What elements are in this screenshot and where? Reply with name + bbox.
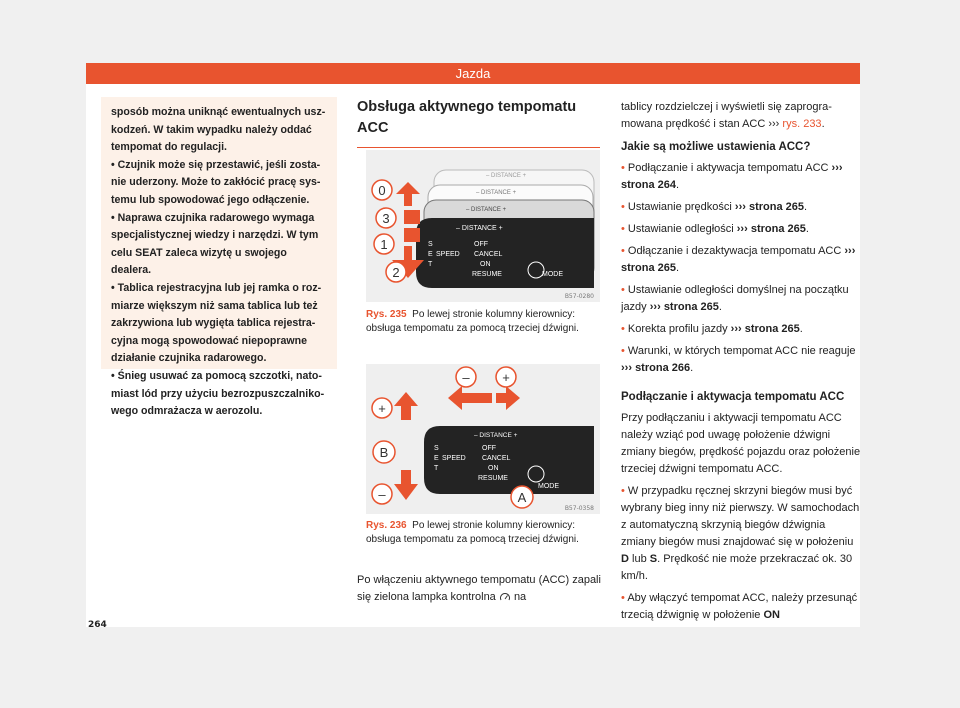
subheading: Podłączanie i aktywacja tempomatu ACC [621,391,845,403]
page-number: 264 [88,620,107,630]
lever-on-label: ON [488,465,499,472]
lever-t-label: T [428,261,433,268]
page-link[interactable]: strona 265 [621,262,677,274]
right-column [621,99,861,629]
list-item: • Odłączanie i dezaktywacja tempomatu ACC ››› strona 265. [621,245,856,274]
arrow-step-icon [404,210,420,224]
list-item: • W przypadku ręcznej skrzyni biegów musi być wybrany bieg inny niż pierwszy. W samochodach z automatyczną skrzynią biegów dźwignia zmiany biegów musi znajdować się w położeniu D lub S. Prędkość nie może przekraczać ok. 30 km/h. [621,485,860,582]
marker-1-label: 1 [380,237,388,252]
figure-caption [366,308,600,336]
warning-bullet: • Tablica rejestracyjna lub jej ramka o rozmiarze większym niż sama tablica lub też zakrzywiona lub wygięta tablica rejestracyjna mogą spowodować niepoprawne działanie czujnika radarowego. [111,281,322,365]
lever-distance-label: – DISTANCE + [456,225,503,232]
page-link[interactable]: strona 265 [748,201,805,213]
arrow-up-icon [394,392,418,420]
lever-s-label: S [428,241,433,248]
lever-off-label: OFF [482,445,496,452]
lever-mode-label: MODE [538,483,559,490]
fig-link[interactable]: rys. 233 [782,118,822,130]
arrow-down-icon [394,470,418,500]
marker-2-label: 2 [392,265,400,280]
list-item: • Ustawianie odległości domyślnej na początku jazdy ››› strona 265. [621,284,849,313]
warning-box [101,97,337,418]
page-header: Jazda [86,63,860,84]
paragraph-text: Po włączeniu aktywnego tempomatu (ACC) zapali się zielona lampka kontrolna [357,574,601,603]
figure-caption-text: Po lewej stronie kolumny kierownicy: obsługa tempomatu za pomocą trzeciej dźwigni. [366,520,579,545]
marker-plus-top-label: + [502,370,510,385]
marker-minus-top-label: – [462,370,470,385]
lever-cancel-label: CANCEL [482,455,511,462]
marker-plus-left-label: + [378,401,386,416]
list-item: • Podłączanie i aktywacja tempomatu ACC ››› strona 264. [621,162,843,191]
lever-off-label: OFF [474,241,488,248]
lever-e-label: E [434,455,439,462]
arrow-up-icon [396,182,420,206]
figure-235 [366,150,600,302]
section-title: Obsługa aktywnego tempomatu ACC [357,97,600,148]
figure-caption-text: Po lewej stronie kolumny kierownicy: obsługa tempomatu za pomocą trzeciej dźwigni. [366,309,579,334]
lever-e-label: E [428,251,433,258]
warning-bullet: • Naprawa czujnika radarowego wymaga specjalistycznej wiedzy i narzędzi. W tym celu SEAT zaleca wizytę u swojego dealera. [111,211,319,277]
list-item: • Ustawianie odległości ››› strona 265. [621,223,809,235]
arrow-right-icon [496,386,520,410]
list-item: • Warunki, w których tempomat ACC nie reaguje ››› strona 266. [621,345,856,374]
page-link[interactable]: strona 265 [750,223,806,235]
marker-minus-left-label: – [378,487,386,502]
lever-speed-label: SPEED [436,251,460,258]
page-link[interactable]: strona 264 [621,179,677,191]
list-item: • Aby włączyć tempomat ACC, należy przesunąć trzecią dźwignię w położenie ON [621,592,858,621]
page-link[interactable]: strona 265 [744,323,800,335]
lever-t-label: T [434,465,439,472]
key-on: ON [763,609,780,621]
list-item: • Ustawianie prędkości ››› strona 265. [621,201,808,213]
page-link[interactable]: strona 266 [635,362,691,374]
list-item: • Korekta profilu jazdy ››› strona 265. [621,323,803,335]
figure-236 [366,364,600,514]
warning-bullet: • Śnieg usuwać za pomocą szczotki, natomiast lód przy użyciu bezrozpuszczalnikowego odmrażacza w aerozolu. [111,369,325,418]
lever-cancel-label: CANCEL [474,251,503,258]
figure-label: Rys. 235 [366,309,407,320]
paragraph-text-end: na [513,591,527,603]
lever-s-label: S [434,445,439,452]
lever-resume-label: RESUME [472,271,502,278]
paragraph [357,572,602,606]
marker-b-label: B [379,445,389,460]
ref-arrow: ››› [768,118,780,130]
acc-lamp-icon [499,592,511,602]
lever-distance-ghost2: – DISTANCE + [476,190,517,196]
lever-distance-label: – DISTANCE + [474,432,518,439]
lever-illustration-2 [366,364,600,514]
figure-code: B57-0358 [564,505,594,512]
marker-3-label: 3 [382,211,390,226]
section-column [357,97,600,148]
lever-distance-ghost1: – DISTANCE + [486,173,527,179]
subheading: Jakie są możliwe ustawienia ACC? [621,141,811,153]
warning-intro: sposób można uniknąć ewentualnych uszkodzeń. W takim wypadku należy oddać tempomat do regulacji. [111,106,326,154]
lever-illustration-1 [366,150,600,302]
lever-on-label: ON [480,261,491,268]
marker-0-label: 0 [378,183,386,198]
paragraph: Przy podłączaniu i aktywacji tempomatu ACC należy wziąć pod uwagę położenie dźwigni zmiany biegów, prędkość pojazdu oraz położenie trzeciej dźwigni tempomatu ACC. [621,412,861,475]
lever-speed-label: SPEED [442,455,466,462]
lever-distance-ghost3: – DISTANCE + [466,207,507,213]
lever-resume-label: RESUME [478,475,508,482]
lever-mode-label: MODE [542,271,563,278]
paragraph: tablicy rozdzielczej i wyświetli się zaprogramowana prędkość i stan ACC ››› rys. 233. [621,101,832,130]
figure-code: B57-0280 [564,293,594,300]
warning-bullet: • Czujnik może się przestawić, jeśli zostanie uderzony. Może to zakłócić pracę systemu lub spowodować jego odłączenie. [111,158,321,206]
arrow-step-icon [404,228,420,242]
marker-a-label: A [517,490,527,505]
figure-label: Rys. 236 [366,520,407,531]
arrow-left-icon [448,386,492,410]
page-link[interactable]: strona 265 [663,301,719,313]
figure-caption [366,519,600,547]
